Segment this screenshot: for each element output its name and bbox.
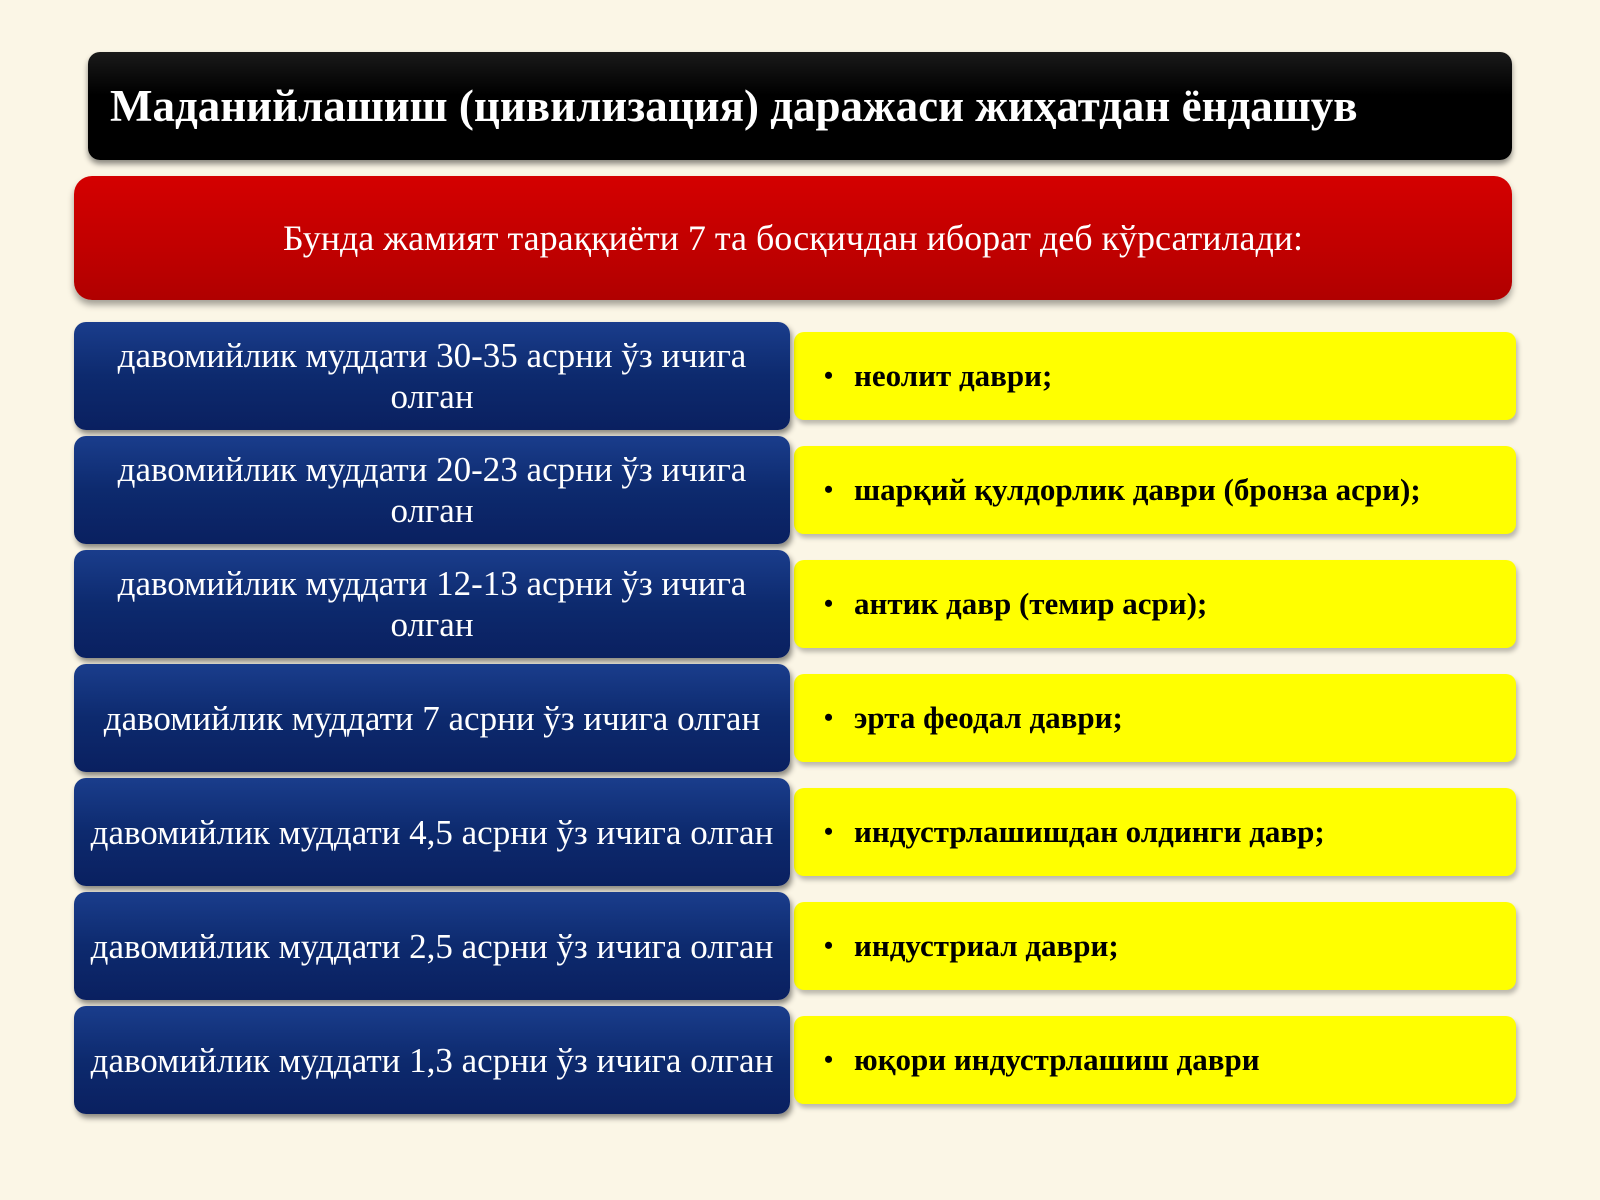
bullet-icon: • <box>824 703 834 732</box>
bullet-icon: • <box>824 931 834 960</box>
period-text: антик давр (темир асри); <box>854 586 1208 621</box>
bullet-icon: • <box>824 475 834 504</box>
duration-text: давомийлик муддати 12-13 асрни ўз ичига олган <box>117 564 747 644</box>
period-text: индустрлашишдан олдинги давр; <box>854 814 1325 849</box>
duration-text: давомийлик муддати 20-23 асрни ўз ичига олган <box>117 450 747 530</box>
slide-title: Маданийлашиш (цивилизация) даражаси жиҳатдан ёндашув <box>110 81 1358 131</box>
period-text: неолит даври; <box>854 358 1053 393</box>
period-box <box>794 332 1516 420</box>
stage-row-2 <box>74 436 1512 544</box>
duration-text: давомийлик муддати 30-35 асрни ўз ичига олган <box>117 336 747 416</box>
duration-box <box>74 550 790 658</box>
stage-row-4 <box>74 664 1512 772</box>
period-text: индустриал даври; <box>854 928 1119 963</box>
title-box <box>88 52 1512 160</box>
duration-box <box>74 664 790 772</box>
period-box <box>794 902 1516 990</box>
slide-subtitle: Бунда жамият тараққиёти 7 та босқичдан иборат деб кўрсатилади: <box>282 218 1304 258</box>
duration-box <box>74 892 790 1000</box>
duration-box <box>74 1006 790 1114</box>
period-box <box>794 446 1516 534</box>
stage-row-5 <box>74 778 1512 886</box>
stage-row-1 <box>74 322 1512 430</box>
duration-box <box>74 778 790 886</box>
duration-box <box>74 322 790 430</box>
period-box <box>794 1016 1516 1104</box>
stage-row-3 <box>74 550 1512 658</box>
period-box <box>794 788 1516 876</box>
duration-text: давомийлик муддати 1,3 асрни ўз ичига олган <box>90 1040 774 1080</box>
bullet-icon: • <box>824 817 834 846</box>
subtitle-box <box>74 176 1512 300</box>
period-box <box>794 674 1516 762</box>
period-text: эрта феодал даври; <box>854 700 1123 735</box>
period-box <box>794 560 1516 648</box>
bullet-icon: • <box>824 1045 834 1074</box>
stage-row-7 <box>74 1006 1512 1114</box>
duration-text: давомийлик муддати 2,5 асрни ўз ичига олган <box>90 926 774 966</box>
duration-text: давомийлик муддати 4,5 асрни ўз ичига олган <box>90 812 774 852</box>
period-text: шарқий қулдорлик даври (бронза асри); <box>854 472 1421 507</box>
bullet-icon: • <box>824 589 834 618</box>
period-text: юқори индустрлашиш даври <box>854 1042 1260 1077</box>
bullet-icon: • <box>824 361 834 390</box>
stage-row-6 <box>74 892 1512 1000</box>
duration-text: давомийлик муддати 7 асрни ўз ичига олган <box>103 698 761 738</box>
duration-box <box>74 436 790 544</box>
